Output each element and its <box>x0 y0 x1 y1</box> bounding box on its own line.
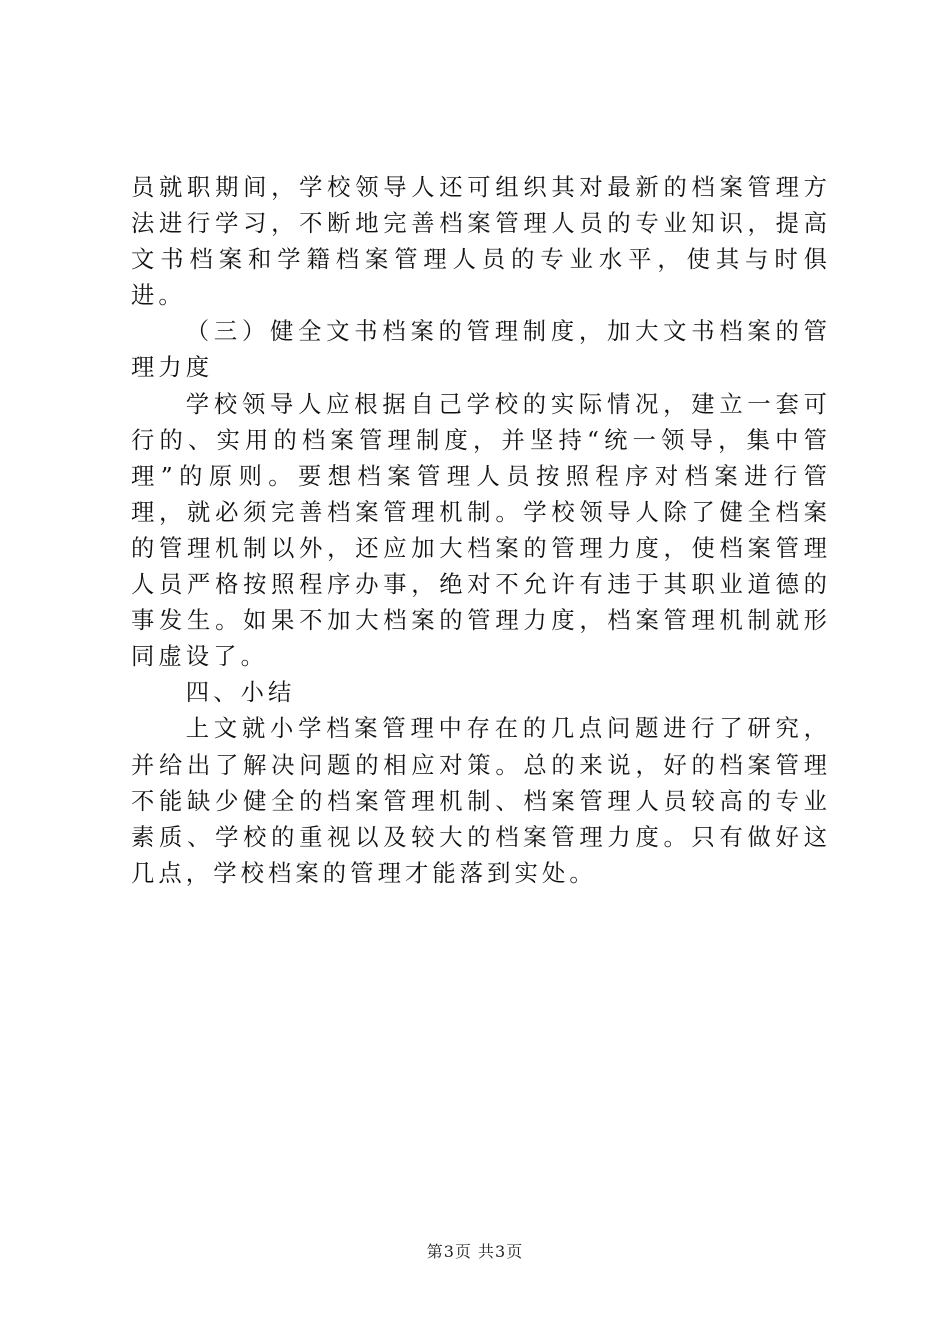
section-heading-summary: 四、小结 <box>185 679 296 707</box>
page-footer: 第3页 共3页 <box>426 1242 524 1261</box>
paragraph-summary: 上文就小学档案管理中存在的几点问题进行了研究，并给出了解决问题的相应对策。总的来说，好的档案管理不能缺少健全的档案管理机制、档案管理人员较高的专业素质、学校的重视以及较大的档案管理力度。只有做好这几点，学校档案的管理才能落到实处。 <box>131 715 831 887</box>
section-heading-three: （三）健全文书档案的管理制度，加大文书档案的管理力度 <box>131 318 831 382</box>
paragraph-management-system: 学校领导人应根据自己学校的实际情况，建立一套可行的、实用的档案管理制度，并坚持“统一领导，集中管理”的原则。要想档案管理人员按照程序对档案进行管理，就必须完善档案管理机制。学校领导人除了健全档案的管理机制以外，还应加大档案的管理力度，使档案管理人员严格按照程序办事，绝对不允许有违于其职业道德的事发生。如果不加大档案的管理力度，档案管理机制就形同虚设了。 <box>131 390 831 671</box>
document-body <box>131 170 831 892</box>
paragraph-continuation: 员就职期间，学校领导人还可组织其对最新的档案管理方法进行学习，不断地完善档案管理人员的专业知识，提高文书档案和学籍档案管理人员的专业水平，使其与时俱进。 <box>131 174 831 310</box>
